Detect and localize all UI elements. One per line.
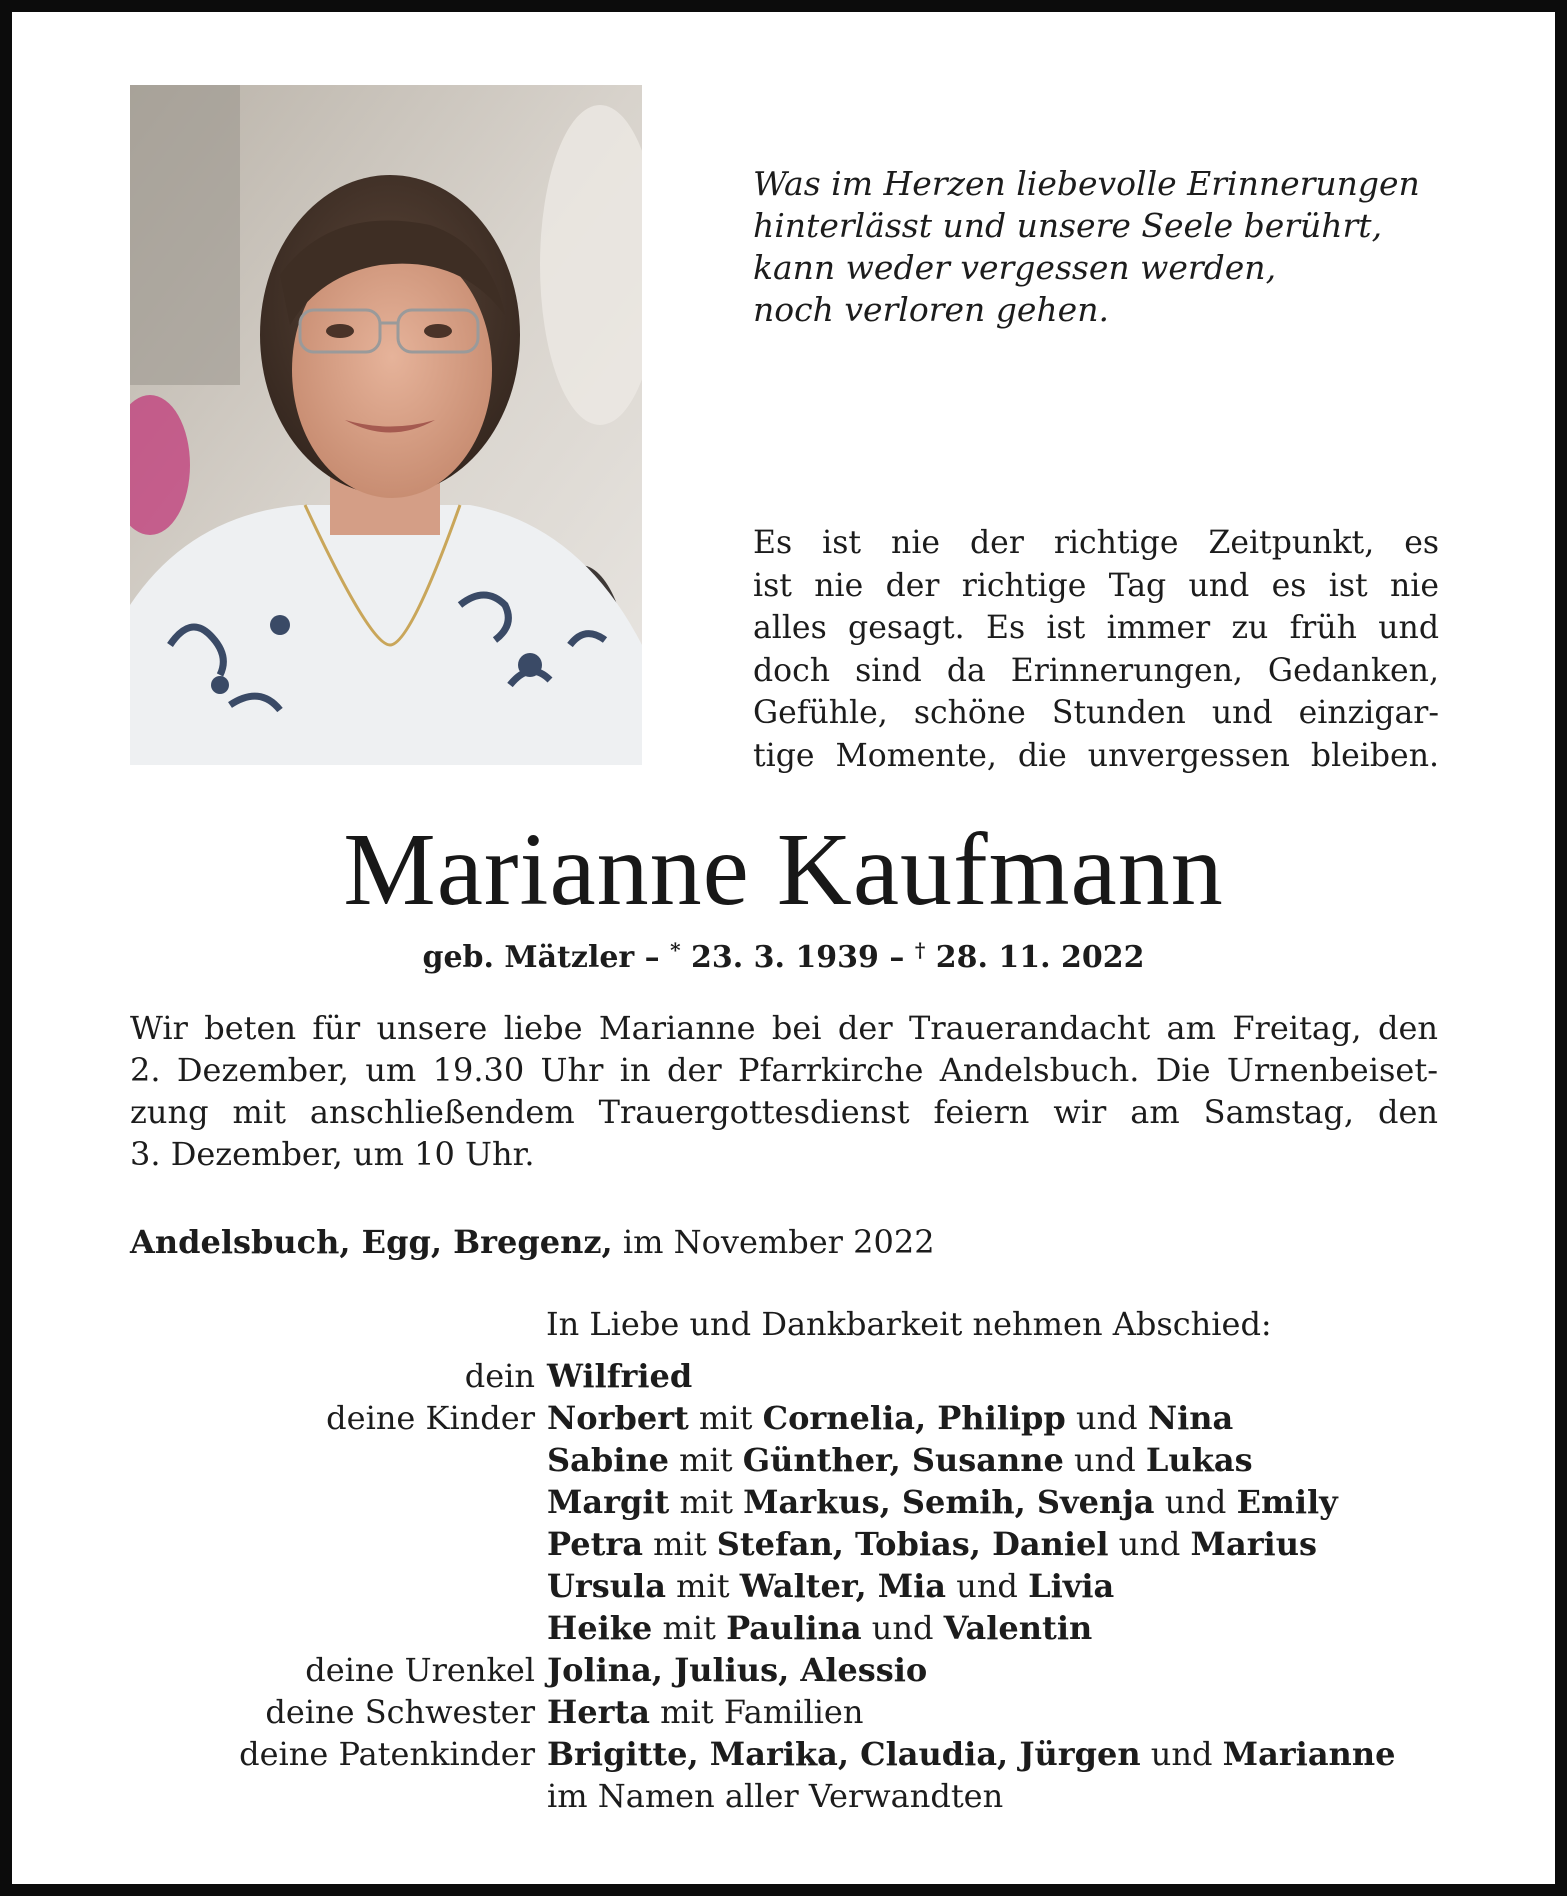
verse-line: Es ist nie der richtige Zeitpunkt, es [753, 525, 1439, 561]
portrait-photo [130, 85, 642, 765]
relative-name: Walter, Mia [739, 1567, 947, 1605]
connector: mit Familien [649, 1693, 864, 1731]
verse-line: Gefühle, schöne Stunden und einzigar- [753, 695, 1439, 731]
dash: – [878, 940, 915, 975]
service-announcement [130, 1007, 1438, 1175]
quote-line: hinterlässt und unsere Seele berührt, [753, 206, 1383, 245]
family-row [130, 1691, 1470, 1733]
month-year: im November 2022 [612, 1223, 935, 1261]
relative-name: Emily [1236, 1483, 1338, 1521]
connector: mit [669, 1441, 743, 1479]
verse-line: doch sind da Erinnerungen, Gedanken, [753, 652, 1439, 689]
relative-name: Sabine [547, 1441, 669, 1479]
family-row [130, 1649, 1470, 1691]
announcement-line: 3. Dezember, um 10 Uhr. [130, 1135, 535, 1173]
verse-line: alles gesagt. Es ist immer zu früh und [753, 610, 1439, 646]
relation-label: deine Urenkel [305, 1651, 535, 1689]
relative-name: Herta [547, 1693, 650, 1731]
connector: und [1108, 1525, 1191, 1563]
relative-names [547, 1649, 927, 1691]
relation-label: dein [464, 1357, 535, 1395]
relative-names [547, 1607, 1092, 1649]
place-and-date [130, 1221, 935, 1263]
closing-line: im Namen aller Verwandten [547, 1777, 1004, 1815]
connector: mit [665, 1567, 740, 1605]
relative-name: Marius [1190, 1525, 1317, 1563]
towns: Andelsbuch, Egg, Bregenz, [130, 1223, 613, 1261]
relative-names [547, 1733, 1395, 1775]
relative-name: Lukas [1145, 1441, 1253, 1479]
connector: und [1063, 1441, 1146, 1479]
connector: mit [642, 1525, 717, 1563]
announcement-line: zung mit anschließendem Trauergottesdienst feiern wir am Samstag, den [130, 1093, 1438, 1131]
relative-name: Günther, Susanne [742, 1441, 1064, 1479]
family-list [130, 1355, 1470, 1817]
relative-names [547, 1523, 1317, 1565]
verse-text [753, 522, 1439, 777]
verse-line: tige Momente, die unvergessen bleiben. [753, 737, 1439, 774]
family-row [130, 1397, 1470, 1439]
relative-name: Paulina [726, 1609, 862, 1647]
family-row [130, 1607, 1470, 1649]
birth-star-icon: * [670, 938, 681, 962]
connector: und [1140, 1735, 1223, 1773]
quote-line: kann weder vergessen werden, [753, 248, 1277, 287]
relative-name: Marianne [1222, 1735, 1396, 1773]
quote-line: Was im Herzen liebevolle Erinnerungen [753, 164, 1420, 203]
relation-label [130, 1775, 547, 1817]
relative-name: Heike [547, 1609, 653, 1647]
relation-label [130, 1439, 547, 1481]
relation-label [130, 1523, 547, 1565]
family-row [130, 1481, 1470, 1523]
relative-name: Markus, Semih, Svenja [743, 1483, 1155, 1521]
death-date: 28. 11. 2022 [925, 940, 1145, 975]
connector: mit [652, 1609, 727, 1647]
family-row [130, 1523, 1470, 1565]
connector: mit [688, 1399, 763, 1437]
relative-names [547, 1439, 1253, 1481]
quote-line: noch verloren gehen. [753, 290, 1109, 329]
farewell-intro: In Liebe und Dankbarkeit nehmen Abschied: [546, 1305, 1272, 1343]
relative-name: Brigitte, Marika, Claudia, Jürgen [547, 1735, 1141, 1773]
relation-label [130, 1607, 547, 1649]
relative-name: Petra [547, 1525, 643, 1563]
family-row [130, 1439, 1470, 1481]
connector: mit [669, 1483, 744, 1521]
dash: – [634, 940, 671, 975]
relative-name: Livia [1028, 1567, 1115, 1605]
quote-poem [753, 163, 1453, 331]
death-cross-icon: † [914, 938, 926, 962]
relation-label: deine Kinder [326, 1399, 535, 1437]
relative-name: Stefan, Tobias, Daniel [716, 1525, 1109, 1563]
relative-name: Norbert [547, 1399, 689, 1437]
relative-names [547, 1565, 1114, 1607]
family-row [130, 1775, 1470, 1817]
relation-label: deine Schwester [265, 1693, 535, 1731]
family-row [130, 1733, 1470, 1775]
verse-line: ist nie der richtige Tag und es ist nie [753, 567, 1439, 604]
relative-names [547, 1397, 1233, 1439]
announcement-line: 2. Dezember, um 19.30 Uhr in der Pfarrkirche Andelsbuch. Die Urnenbeiset- [130, 1051, 1438, 1089]
relative-name: Jolina, Julius, Alessio [547, 1651, 928, 1689]
life-dates [0, 930, 1567, 978]
relative-name: Cornelia, Philipp [762, 1399, 1066, 1437]
relative-names [547, 1481, 1338, 1523]
connector: und [1065, 1399, 1148, 1437]
relation-label: deine Patenkinder [239, 1735, 535, 1773]
connector: und [861, 1609, 944, 1647]
relative-names [547, 1691, 863, 1733]
relative-name: Margit [547, 1483, 670, 1521]
relative-name: Ursula [547, 1567, 666, 1605]
relation-label [130, 1481, 547, 1523]
relation-label [130, 1565, 547, 1607]
relative-name: Nina [1147, 1399, 1234, 1437]
family-row [130, 1355, 1470, 1397]
birth-date: 23. 3. 1939 [680, 940, 879, 975]
relative-name: Wilfried [547, 1357, 693, 1395]
born-name: geb. Mätzler [422, 940, 635, 975]
deceased-name: Marianne Kaufmann [343, 812, 1224, 927]
connector: und [1154, 1483, 1237, 1521]
family-row [130, 1565, 1470, 1607]
relative-name: Valentin [943, 1609, 1093, 1647]
announcement-line: Wir beten für unsere liebe Marianne bei der Trauerandacht am Freitag, den [130, 1009, 1438, 1047]
relative-names [547, 1355, 692, 1397]
connector: und [946, 1567, 1029, 1605]
